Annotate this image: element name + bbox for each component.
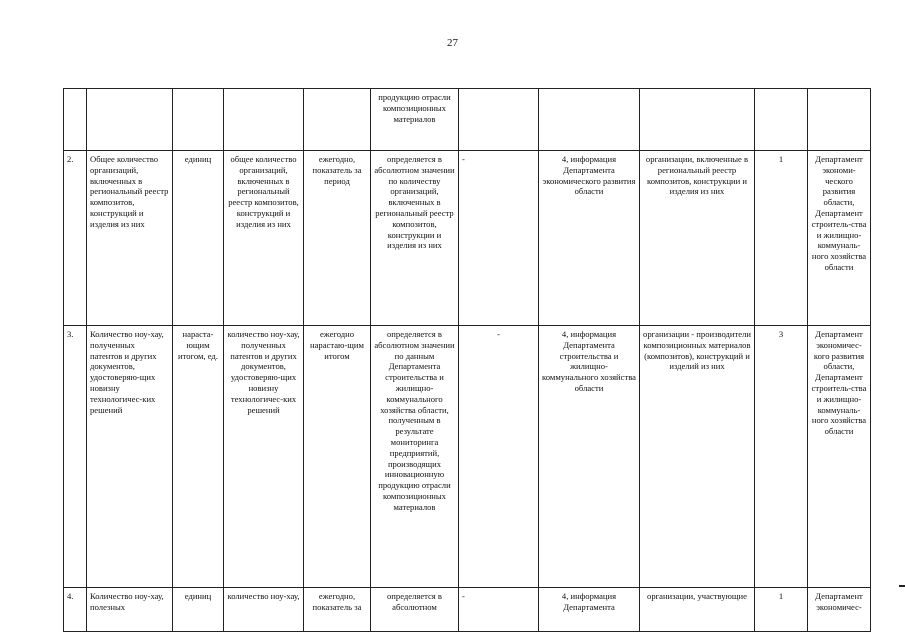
object-cell: организации - производители композиционных материалов (композитов), конструкций и изделий из них — [640, 326, 755, 588]
indicator-name: Общее количество организаций, включенных в региональный реестр композитов, конструкций и изделия из них — [87, 151, 173, 326]
definition-cell: количество ноу-хау, — [224, 588, 304, 632]
value-cell — [755, 89, 808, 151]
table-row — [64, 151, 871, 326]
scan-edge-mark — [899, 585, 905, 587]
unit-cell: единиц — [173, 588, 224, 632]
dash-cell — [459, 89, 539, 151]
value-cell: 1 — [755, 588, 808, 632]
source-cell — [539, 89, 640, 151]
page-number: 27 — [447, 37, 458, 49]
row-number: 4. — [64, 588, 87, 632]
period-cell: ежегодно, показатель за период — [304, 151, 371, 326]
indicator-name: Количество ноу-хау, полезных — [87, 588, 173, 632]
responsible-cell: Департамент экономичес- — [808, 588, 871, 632]
responsible-cell — [808, 89, 871, 151]
unit-cell: единиц — [173, 151, 224, 326]
object-cell — [640, 89, 755, 151]
definition-cell — [224, 89, 304, 151]
method-cell: определяется в абсолютном — [371, 588, 459, 632]
object-cell: организации, включенные в региональный реестр композитов, конструкции и изделия из них — [640, 151, 755, 326]
indicator-name — [87, 89, 173, 151]
period-cell: ежегодно нарастаю-щим итогом — [304, 326, 371, 588]
dash-cell: - — [459, 151, 539, 326]
method-cell: определяется в абсолютном значении по количеству организаций, включенных в региональный реестр композитов, конструкции и изделия из них — [371, 151, 459, 326]
indicator-name: Количество ноу-хау, полученных патентов и других документов, удостоверяю-щих новизну технологичес-ких решений — [87, 326, 173, 588]
indicators-table — [63, 88, 871, 632]
source-cell: 4, информация Департамента строительства и жилищно-коммунального хозяйства области — [539, 326, 640, 588]
value-cell: 3 — [755, 326, 808, 588]
unit-cell — [173, 89, 224, 151]
object-cell: организации, участвующие — [640, 588, 755, 632]
row-number: 2. — [64, 151, 87, 326]
table-row — [64, 89, 871, 151]
period-cell — [304, 89, 371, 151]
method-cell: определяется в абсолютном значении по данным Департамента строительства и жилищно-коммунального хозяйства области, полученным в результате мониторинга предприятий, производящих инновационную продукцию отрасли композиционных материалов — [371, 326, 459, 588]
responsible-cell: Департамент экономичес-кого развития области, Департамент строитель-ства и жилищно-коммуналь-ного хозяйства области — [808, 326, 871, 588]
definition-cell: общее количество организаций, включенных в региональный реестр композитов, конструкций и изделия из них — [224, 151, 304, 326]
row-number — [64, 89, 87, 151]
responsible-cell: Департамент экономи-ческого развития области, Департамент строитель-ства и жилищно-коммуналь-ного хозяйства области — [808, 151, 871, 326]
value-cell: 1 — [755, 151, 808, 326]
period-cell: ежегодно, показатель за — [304, 588, 371, 632]
dash-cell: - — [459, 326, 539, 588]
source-cell: 4, информация Департамента экономического развития области — [539, 151, 640, 326]
source-cell: 4, информация Департамента — [539, 588, 640, 632]
dash-cell: - — [459, 588, 539, 632]
method-cell: продукцию отрасли композиционных материалов — [371, 89, 459, 151]
table-row — [64, 588, 871, 632]
definition-cell: количество ноу-хау, полученных патентов и других документов, удостоверяю-щих новизну технологичес-ких решений — [224, 326, 304, 588]
unit-cell: нараста-ющим итогом, ед. — [173, 326, 224, 588]
row-number: 3. — [64, 326, 87, 588]
table-row — [64, 326, 871, 588]
